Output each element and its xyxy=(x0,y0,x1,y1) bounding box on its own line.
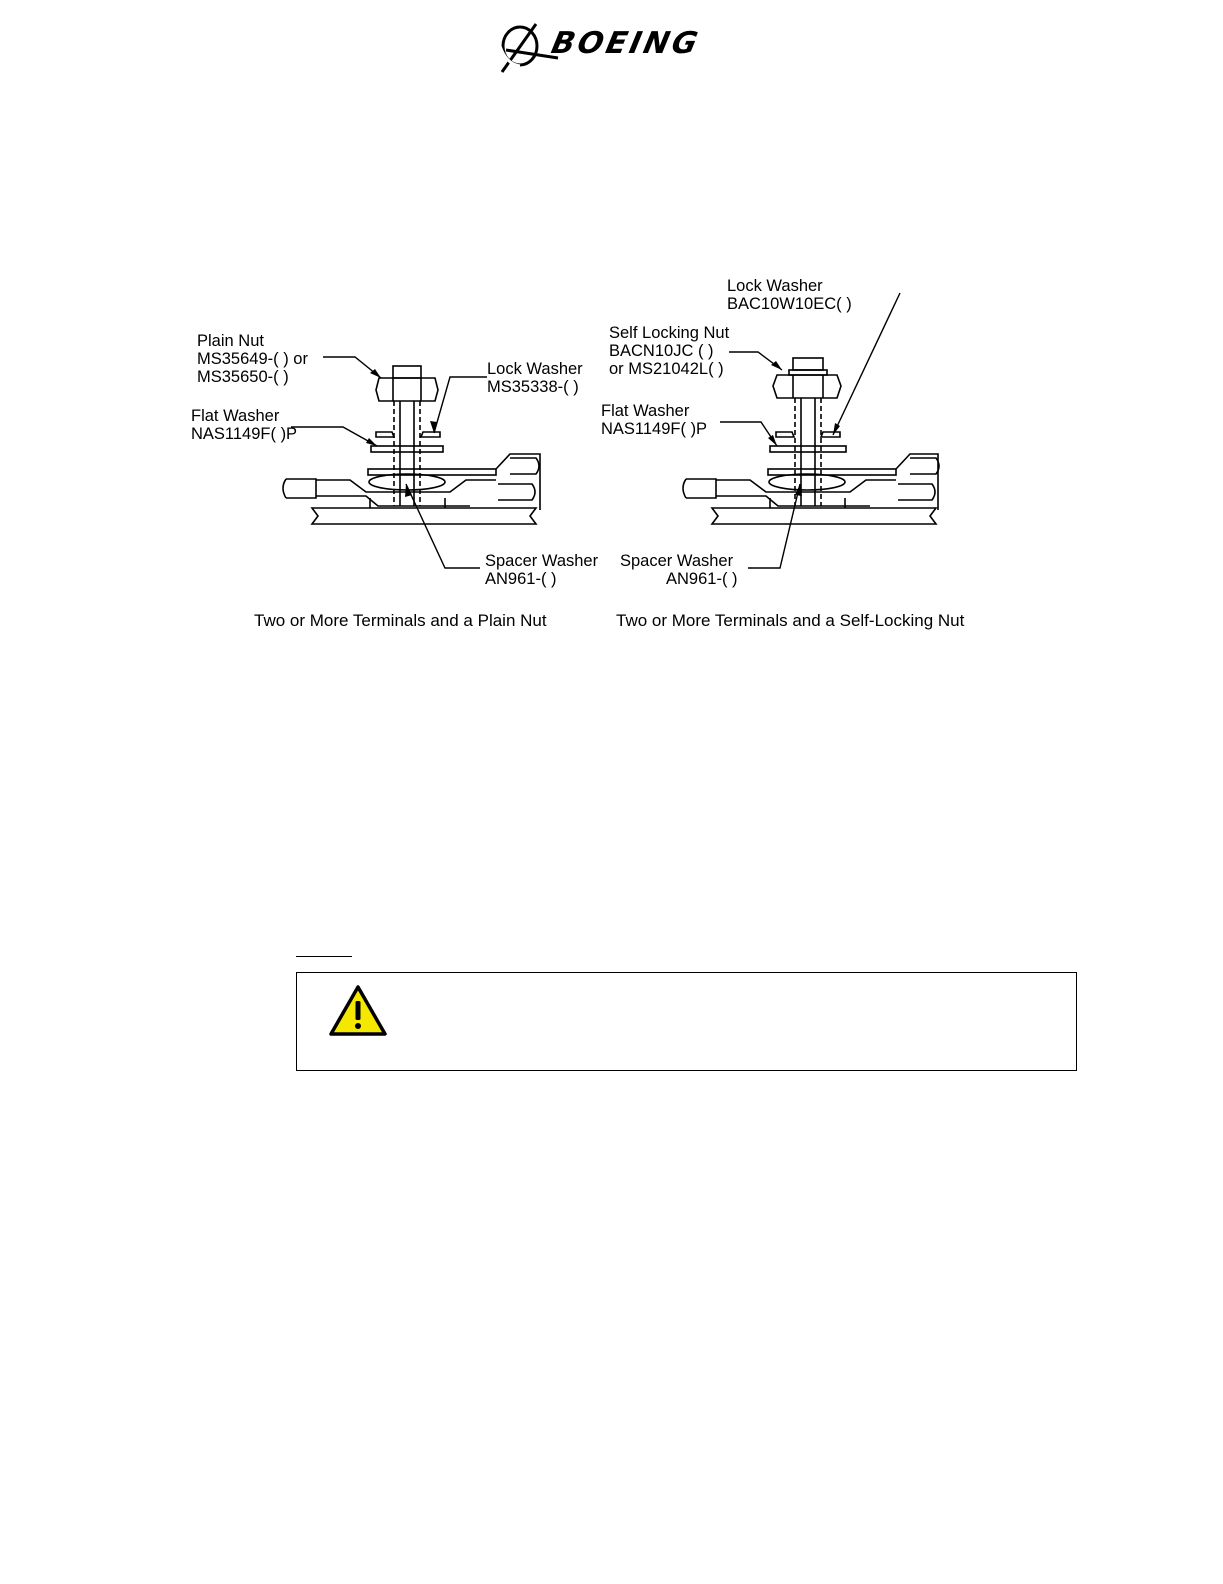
self-locking-nut-part-1: BACN10JC ( ) xyxy=(609,342,714,360)
right-flat-washer-label xyxy=(601,402,707,438)
right-caption: Two or More Terminals and a Self-Locking Nut xyxy=(616,611,965,630)
self-locking-nut-part-2: or MS21042L( ) xyxy=(609,360,724,378)
self-locking-nut-label xyxy=(609,324,729,378)
terminal-stack-drawing xyxy=(180,270,1000,650)
left-spacer-washer-title: Spacer Washer xyxy=(485,552,599,570)
self-locking-nut-title: Self Locking Nut xyxy=(609,324,730,342)
warning-triangle-icon xyxy=(327,983,389,1039)
left-caption: Two or More Terminals and a Plain Nut xyxy=(254,611,547,630)
brand-name: BOEING xyxy=(548,26,704,61)
right-flat-washer-part: NAS1149F( )P xyxy=(601,420,708,438)
left-lock-washer-label xyxy=(487,360,583,396)
right-lock-washer-label xyxy=(727,277,852,313)
right-lock-washer-title: Lock Washer xyxy=(727,277,823,295)
left-lock-washer-title: Lock Washer xyxy=(487,360,583,378)
right-assembly xyxy=(683,358,939,524)
plain-nut-part-1: MS35649-( ) or xyxy=(197,350,308,368)
left-spacer-washer-part: AN961-( ) xyxy=(485,570,557,588)
right-spacer-washer-title: Spacer Washer xyxy=(620,552,734,570)
left-spacer-washer-label xyxy=(485,552,598,588)
right-spacer-washer-part: AN961-( ) xyxy=(666,570,738,588)
plain-nut-part-2: MS35650-( ) xyxy=(197,368,289,386)
left-flat-washer-part: NAS1149F( )P xyxy=(191,425,298,443)
note-heading-underline xyxy=(296,956,352,957)
plain-nut-label xyxy=(197,332,308,386)
left-flat-washer-title: Flat Washer xyxy=(191,407,280,425)
right-spacer-washer-label xyxy=(620,552,738,588)
leader-lines xyxy=(291,293,900,568)
right-lock-washer-part: BAC10W10EC( ) xyxy=(727,295,852,313)
terminal-stack-figure xyxy=(180,270,1000,650)
plain-nut-title: Plain Nut xyxy=(197,332,264,350)
left-flat-washer-label xyxy=(191,407,297,443)
left-lock-washer-part: MS35338-( ) xyxy=(487,378,579,396)
warning-box xyxy=(296,972,1077,1071)
right-flat-washer-title: Flat Washer xyxy=(601,402,690,420)
